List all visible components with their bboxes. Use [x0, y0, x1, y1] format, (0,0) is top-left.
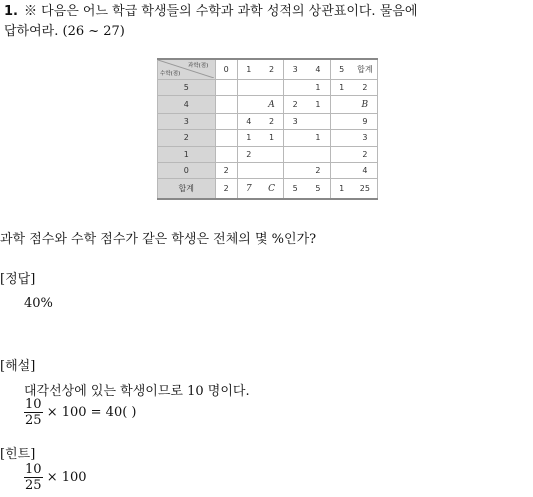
col-header-0: 0 — [215, 59, 237, 79]
hint-label: [힌트] — [0, 447, 36, 462]
table-cell: 3 — [284, 114, 307, 130]
table-cell — [306, 114, 330, 130]
row-label: 3 — [158, 114, 216, 130]
table-corner-cell — [158, 59, 216, 79]
table-cell: B — [353, 96, 378, 114]
row-label-total: 합계 — [158, 179, 216, 199]
table-cell: 4 — [353, 162, 378, 178]
table-cell: 25 — [353, 179, 378, 199]
col-header-1: 1 — [237, 59, 260, 79]
hint-denominator: 25 — [25, 478, 42, 493]
table-cell: 1 — [330, 179, 353, 199]
solution-numerator: 10 — [25, 397, 42, 412]
table-cell: 5 — [284, 179, 307, 199]
table-cell — [330, 146, 353, 162]
table-cell — [330, 96, 353, 114]
table-cell: 5 — [306, 179, 330, 199]
solution-denominator: 25 — [25, 413, 42, 428]
hint-rest: × 100 — [46, 470, 87, 485]
solution-rest: × 100 = 40( ) — [46, 405, 137, 420]
solution-expression — [24, 397, 137, 428]
row-label: 2 — [158, 130, 216, 146]
question-number: 1. — [4, 4, 18, 19]
table-cell — [284, 79, 307, 95]
table-cell — [215, 130, 237, 146]
table-cell: 2 — [306, 162, 330, 178]
col-header-total: 합계 — [353, 59, 378, 79]
table-cell — [284, 146, 307, 162]
correlation-table — [157, 58, 378, 200]
row-label: 4 — [158, 96, 216, 114]
table-cell: 1 — [260, 130, 284, 146]
table-cell — [260, 79, 284, 95]
table-cell: 1 — [306, 96, 330, 114]
question-line-2: 답하여라. (26 ~ 27) — [4, 24, 125, 39]
col-header-5: 5 — [330, 59, 353, 79]
table-cell: 1 — [306, 130, 330, 146]
question-line-1 — [4, 2, 529, 22]
table-cell — [330, 130, 353, 146]
table-row — [158, 96, 378, 114]
table-cell — [237, 162, 260, 178]
hint-fraction — [24, 462, 43, 493]
row-label: 5 — [158, 79, 216, 95]
table-cell — [215, 146, 237, 162]
table-cell: 1 — [330, 79, 353, 95]
hint-expression — [24, 462, 87, 493]
corner-bottom-label: 수학(점) — [160, 71, 181, 77]
row-label: 1 — [158, 146, 216, 162]
table-total-row — [158, 179, 378, 199]
table-header-row — [158, 59, 378, 79]
table-cell — [284, 162, 307, 178]
table-cell: 2 — [215, 179, 237, 199]
table-cell — [330, 162, 353, 178]
table-cell: 2 — [284, 96, 307, 114]
col-header-3: 3 — [284, 59, 307, 79]
table-cell — [260, 162, 284, 178]
row-label: 0 — [158, 162, 216, 178]
table-cell — [215, 79, 237, 95]
table-cell: 2 — [237, 146, 260, 162]
table-row — [158, 162, 378, 178]
table-cell: 2 — [215, 162, 237, 178]
col-header-2: 2 — [260, 59, 284, 79]
table-cell — [284, 130, 307, 146]
table-cell: 9 — [353, 114, 378, 130]
question-text-1: ※ 다음은 어느 학급 학생들의 수학과 과학 성적의 상관표이다. 물음에 — [23, 4, 418, 19]
table-cell: 7 — [237, 179, 260, 199]
table-cell: 2 — [353, 146, 378, 162]
corner-top-label: 과학(점) — [188, 63, 209, 69]
table-cell — [237, 79, 260, 95]
table-cell: 1 — [237, 130, 260, 146]
table-cell — [215, 114, 237, 130]
solution-text: 대각선상에 있는 학생이므로 10 명이다. — [24, 384, 250, 399]
solution-fraction — [24, 397, 43, 428]
table-row — [158, 79, 378, 95]
table-cell: 3 — [353, 130, 378, 146]
table-row — [158, 114, 378, 130]
table-cell — [330, 114, 353, 130]
table-row — [158, 146, 378, 162]
table-row — [158, 130, 378, 146]
table-cell — [306, 146, 330, 162]
table-cell — [215, 96, 237, 114]
table-cell: C — [260, 179, 284, 199]
corner-diagonal — [158, 60, 214, 78]
col-header-4: 4 — [306, 59, 330, 79]
sub-question: 과학 점수와 수학 점수가 같은 학생은 전체의 몇 %인가? — [0, 232, 317, 247]
answer-value: 40% — [24, 296, 53, 311]
table-cell: 2 — [260, 114, 284, 130]
table-cell — [260, 146, 284, 162]
table-cell: 4 — [237, 114, 260, 130]
table-cell — [237, 96, 260, 114]
table-cell: 2 — [353, 79, 378, 95]
table-cell: 1 — [306, 79, 330, 95]
answer-label: [정답] — [0, 272, 36, 287]
solution-label: [해설] — [0, 359, 36, 374]
table-cell: A — [260, 96, 284, 114]
hint-numerator: 10 — [25, 462, 42, 477]
